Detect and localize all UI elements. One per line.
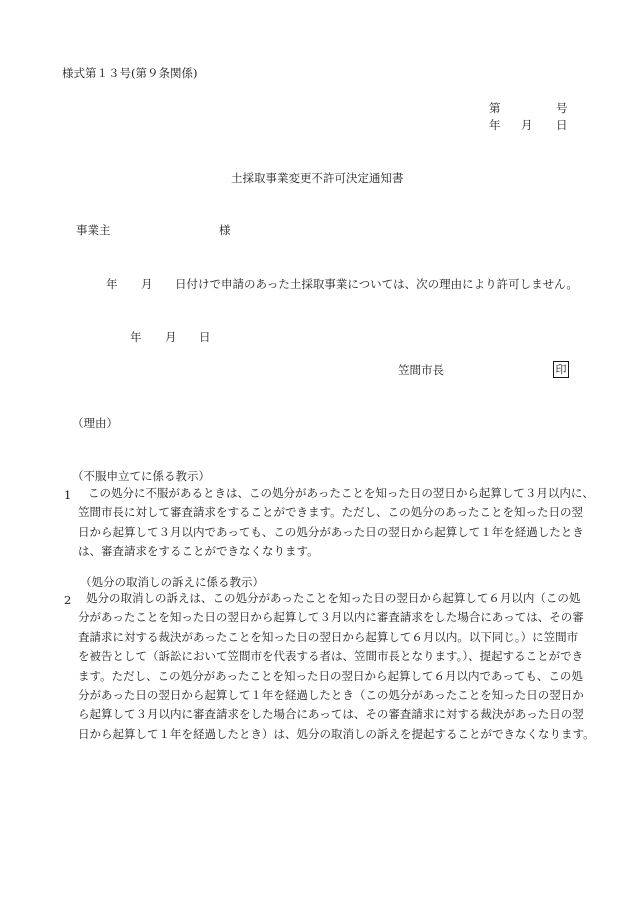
notice2-number: 2 bbox=[64, 593, 72, 607]
notice2-line: 処分の取消しの訴えは、この処分があったことを知った日の翌日から起算して６月以内（この処 bbox=[86, 591, 581, 605]
notice1-number: 1 bbox=[64, 488, 72, 502]
notice2-body bbox=[78, 589, 595, 744]
notice1-line: 笠間市長に対して審査請求をすることができます。ただし、この処分のあったことを知った日の翌 bbox=[78, 505, 583, 520]
issue-date-year: 年 bbox=[130, 330, 142, 344]
notice2-line: ら起算して３月以内に審査請求をした場合にあっては、その審査請求に対する裁決があった日の翌 bbox=[78, 707, 584, 722]
issue-date-month: 月 bbox=[165, 330, 177, 344]
doc-date-month: 月 bbox=[521, 118, 533, 132]
notice2-heading: （処分の取消しの訴えに係る教示） bbox=[80, 575, 264, 589]
seal-mark bbox=[553, 361, 569, 378]
doc-date-day: 日 bbox=[556, 118, 568, 132]
intro-text: 日付けで申請のあった土採取事業については、次の理由により許可しません。 bbox=[175, 277, 578, 291]
addressee-honorific: 様 bbox=[219, 223, 231, 237]
intro-month: 月 bbox=[141, 277, 153, 291]
reason-label: （理由） bbox=[72, 416, 118, 430]
notice2-line: 分があった日の翌日から起算して１年を経過したとき（この処分があったことを知った日の翌日か bbox=[78, 688, 584, 703]
doc-date-year: 年 bbox=[489, 118, 501, 132]
notice1-heading: （不服申立てに係る教示） bbox=[72, 469, 210, 483]
addressee-label: 事業主 bbox=[76, 223, 111, 237]
notice1-line: は、審査請求をすることができなくなります。 bbox=[78, 544, 319, 559]
form-number: 様式第１３号(第９条関係) bbox=[62, 66, 198, 80]
doc-number-prefix: 第 bbox=[489, 101, 501, 115]
notice2-line: を被告として（訴訟において笠間市を代表する者は、笠間市長となります。）、提起することができ bbox=[78, 649, 584, 664]
seal-box: 印 bbox=[553, 361, 569, 378]
notice1-line: 日から起算して３月以内であっても、この処分があった日の翌日から起算して１年を経過したとき bbox=[78, 524, 584, 539]
notice2-line: 日から起算して１年を経過したとき）は、処分の取消しの訴えを提起することができなくなります。 bbox=[78, 726, 595, 741]
notice1-line: この処分に不服があるときは、この処分があったことを知った日の翌日から起算して３月以内に、 bbox=[88, 486, 594, 500]
notice2-line: 査請求に対する裁決があったことを知った日の翌日から起算して６月以内。以下同じ。）に笠間市 bbox=[78, 629, 579, 644]
document-title: 土採取事業変更不許可決定通知書 bbox=[231, 171, 404, 185]
doc-number-suffix: 号 bbox=[556, 101, 568, 115]
issue-date-day: 日 bbox=[199, 330, 211, 344]
notice2-line: 分があったことを知った日の翌日から起算して３月以内に審査請求をした場合にあっては、その審 bbox=[78, 610, 584, 625]
notice2-line: ます。ただし、この処分があったことを知った日の翌日から起算して６月以内であっても、この処 bbox=[78, 668, 583, 683]
notice1-body bbox=[78, 484, 594, 562]
issuer-name: 笠間市長 bbox=[398, 363, 444, 377]
intro-year: 年 bbox=[106, 277, 118, 291]
